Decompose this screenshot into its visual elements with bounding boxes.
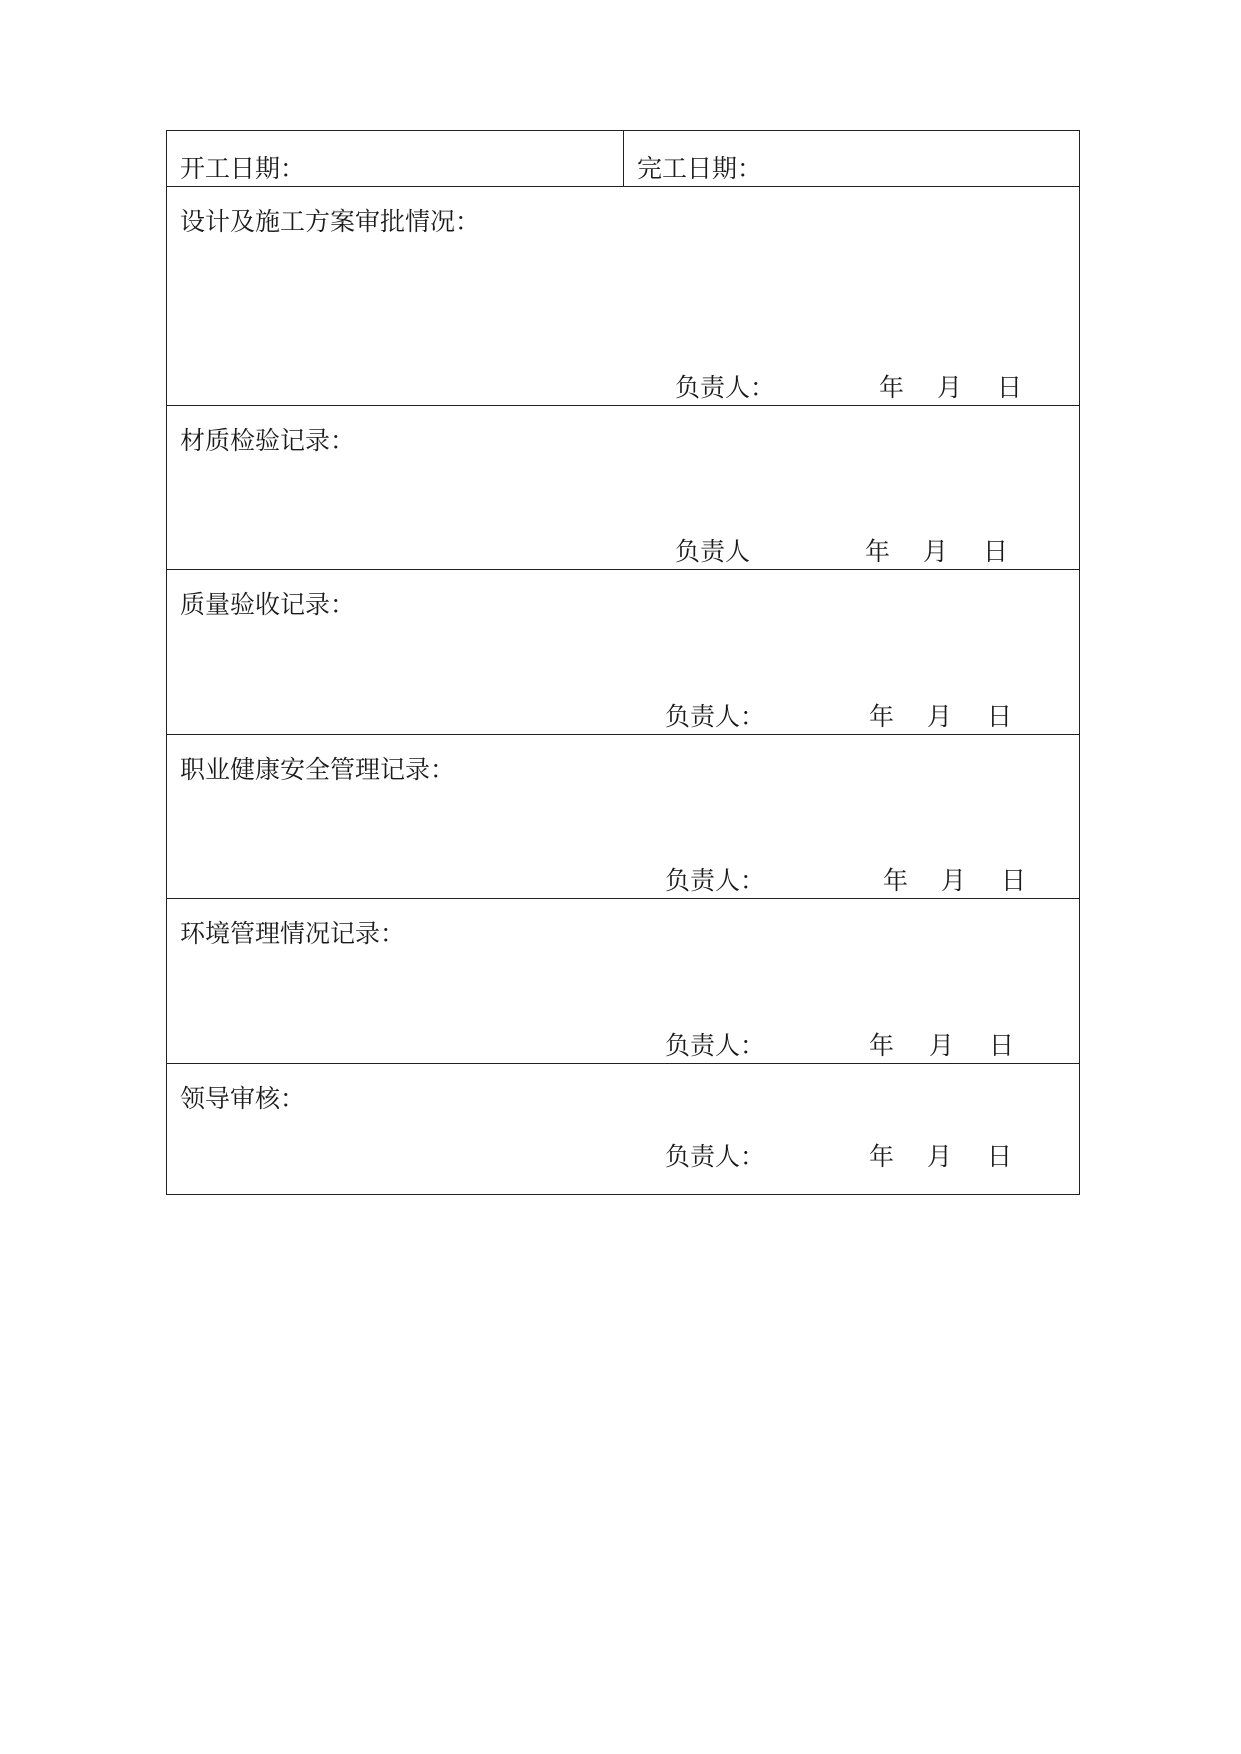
signature-line — [167, 702, 1079, 732]
signature-line — [167, 1142, 1079, 1172]
section-title: 职业健康安全管理记录： — [180, 755, 456, 784]
day-label: 日 — [987, 702, 1013, 731]
day-label: 日 — [997, 373, 1023, 402]
environment-management-section[interactable] — [167, 898, 1079, 1063]
year-label: 年 — [865, 537, 891, 566]
section-title: 领导审核： — [180, 1084, 306, 1113]
end-date-label: 完工日期： — [637, 154, 763, 183]
year-label: 年 — [869, 1031, 895, 1060]
signer-label: 负责人： — [665, 1031, 766, 1060]
quality-acceptance-section[interactable] — [167, 569, 1079, 734]
signature-line — [167, 1031, 1079, 1061]
month-label: 月 — [941, 866, 967, 895]
signature-line — [167, 373, 1079, 403]
month-label: 月 — [937, 373, 963, 402]
record-form — [166, 130, 1080, 1195]
year-label: 年 — [879, 373, 905, 402]
year-label: 年 — [869, 702, 895, 731]
day-label: 日 — [1001, 866, 1027, 895]
signature-line — [167, 537, 1079, 567]
signer-label: 负责人： — [665, 1142, 766, 1171]
start-date-cell[interactable] — [167, 131, 623, 186]
date-row — [167, 131, 1079, 186]
month-label: 月 — [927, 1142, 953, 1171]
section-title: 材质检验记录： — [180, 426, 356, 455]
month-label: 月 — [929, 1031, 955, 1060]
signer-label: 负责人： — [675, 373, 776, 402]
day-label: 日 — [989, 1031, 1015, 1060]
end-date-cell[interactable] — [623, 131, 1079, 186]
day-label: 日 — [987, 1142, 1013, 1171]
month-label: 月 — [923, 537, 949, 566]
month-label: 月 — [927, 702, 953, 731]
section-title: 环境管理情况记录： — [180, 919, 406, 948]
year-label: 年 — [883, 866, 909, 895]
year-label: 年 — [869, 1142, 895, 1171]
leadership-review-section[interactable] — [167, 1063, 1079, 1194]
signer-label: 负责人： — [665, 702, 766, 731]
day-label: 日 — [983, 537, 1009, 566]
design-approval-section[interactable] — [167, 186, 1079, 405]
start-date-label: 开工日期： — [180, 154, 306, 183]
ohs-management-section[interactable] — [167, 734, 1079, 898]
section-title: 设计及施工方案审批情况： — [180, 207, 481, 236]
section-title: 质量验收记录： — [180, 590, 356, 619]
material-inspection-section[interactable] — [167, 405, 1079, 569]
signature-line — [167, 866, 1079, 896]
signer-label: 负责人： — [665, 866, 766, 895]
signer-label: 负责人 — [675, 537, 751, 566]
